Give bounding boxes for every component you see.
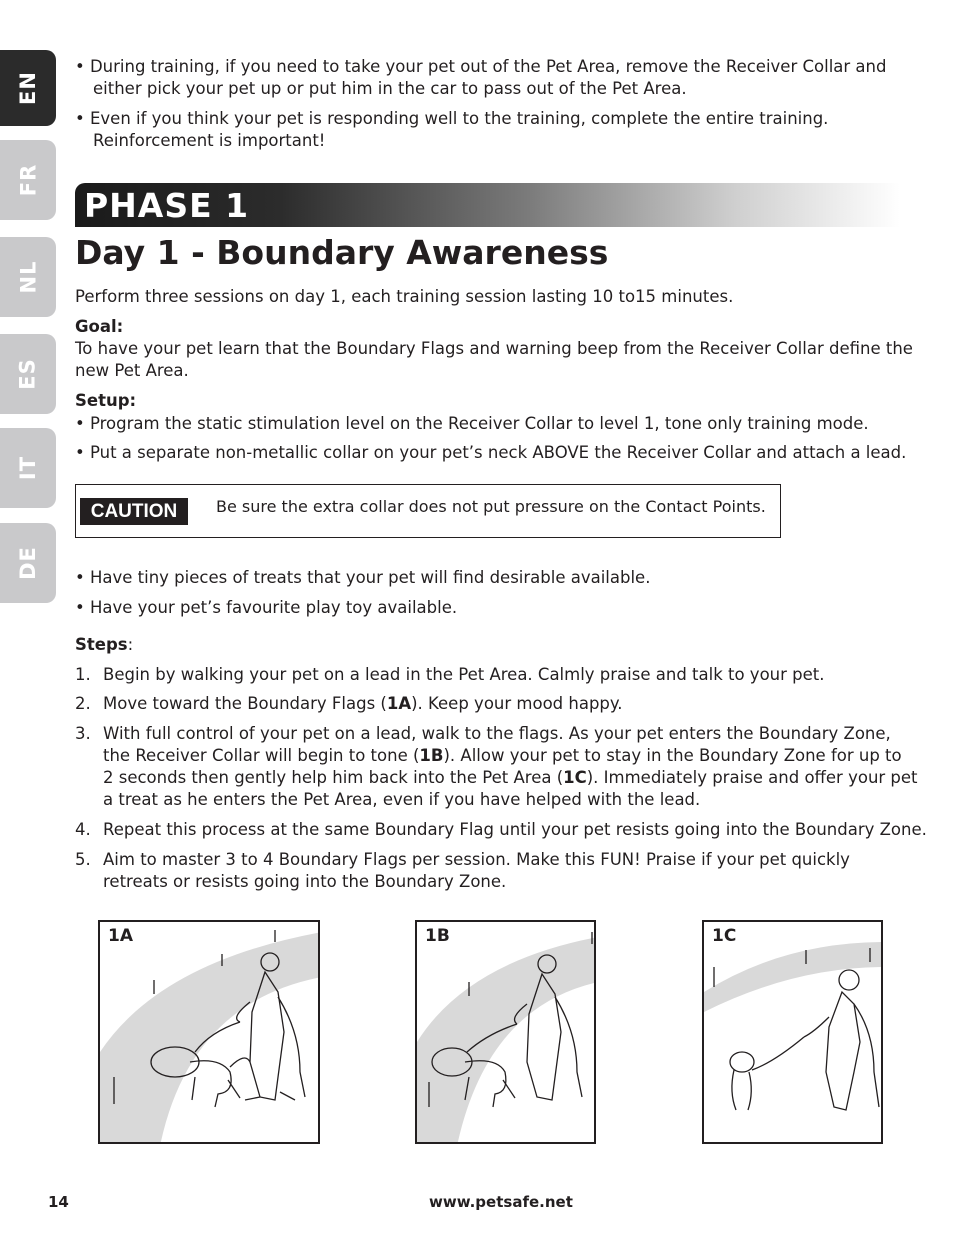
setup-bullet-2: • Put a separate non-metallic collar on your pet’s neck ABOVE the Receiver Collar and attach a lead. bbox=[75, 443, 907, 462]
step-2-text-post: ). Keep your mood happy. bbox=[411, 694, 623, 713]
phase-title: PHASE 1 bbox=[84, 186, 250, 225]
tab-nl[interactable] bbox=[0, 237, 56, 317]
caution-text: Be sure the extra collar does not put pressure on the Contact Points. bbox=[216, 497, 766, 516]
tab-de-label: DE bbox=[16, 546, 40, 580]
step-4 bbox=[75, 819, 927, 841]
tab-es-label: ES bbox=[15, 358, 40, 390]
figure-1a-illustration bbox=[100, 922, 320, 1144]
step-4-text: Repeat this process at the same Boundary Flag until your pet resists going into the Boundary Zone. bbox=[103, 820, 927, 839]
step-3 bbox=[75, 723, 918, 811]
footer-url[interactable]: www.petsafe.net bbox=[429, 1193, 573, 1211]
intro-text: Perform three sessions on day 1, each training session lasting 10 to15 minutes. bbox=[75, 287, 734, 306]
figure-1a bbox=[98, 920, 320, 1144]
figure-1a-label: 1A bbox=[108, 926, 133, 946]
step-2-figure-ref: 1A bbox=[386, 694, 412, 713]
figure-1b bbox=[415, 920, 596, 1144]
step-3-line-3-post: ). Immediately praise and offer your pet bbox=[586, 768, 918, 787]
steps-heading: Steps: bbox=[75, 635, 134, 654]
intro-bullet-1-line-2: either pick your pet up or put him in the car to pass out of the Pet Area. bbox=[93, 79, 687, 98]
setup-heading: Setup: bbox=[75, 391, 137, 410]
tab-nl-label: NL bbox=[16, 260, 40, 294]
step-1-number: 1. bbox=[75, 665, 91, 684]
goal-text bbox=[75, 338, 913, 382]
step-4-number: 4. bbox=[75, 820, 91, 839]
page-number: 14 bbox=[48, 1193, 69, 1211]
tab-fr-label: FR bbox=[15, 163, 40, 197]
figure-1b-illustration bbox=[417, 922, 596, 1144]
goal-text-line-2: new Pet Area. bbox=[75, 361, 189, 380]
intro-bullet-2 bbox=[75, 108, 828, 152]
step-2-number: 2. bbox=[75, 694, 91, 713]
page-title: Day 1 - Boundary Awareness bbox=[75, 233, 609, 272]
step-5-line-2: retreats or resists going into the Boundary Zone. bbox=[103, 872, 507, 891]
step-3-line-1: With full control of your pet on a lead, walk to the flags. As your pet enters the Boundary Zone, bbox=[103, 724, 891, 743]
figure-1b-label: 1B bbox=[425, 926, 450, 946]
step-1 bbox=[75, 664, 825, 686]
tab-it-label: IT bbox=[15, 455, 40, 481]
goal-text-line-1: To have your pet learn that the Boundary Flags and warning beep from the Receiver Collar define the bbox=[75, 339, 913, 358]
step-2-text-pre: Move toward the Boundary Flags ( bbox=[103, 694, 387, 713]
intro-bullet-2-line-2: Reinforcement is important! bbox=[93, 131, 326, 150]
step-3-figure-ref-1b: 1B bbox=[419, 746, 444, 765]
figure-1c-illustration bbox=[704, 922, 883, 1144]
tab-de[interactable] bbox=[0, 523, 56, 603]
setup-bullet-1: • Program the static stimulation level on the Receiver Collar to level 1, tone only training mode. bbox=[75, 414, 869, 433]
extra-bullet-1: • Have tiny pieces of treats that your pet will find desirable available. bbox=[75, 568, 651, 587]
caution-badge: CAUTION bbox=[80, 498, 188, 525]
step-3-line-4: a treat as he enters the Pet Area, even if you have helped with the lead. bbox=[103, 790, 701, 809]
intro-bullet-1 bbox=[75, 56, 886, 100]
tab-es[interactable] bbox=[0, 334, 56, 414]
tab-fr[interactable] bbox=[0, 140, 56, 220]
intro-bullet-2-line-1: • Even if you think your pet is responding well to the training, complete the entire training. bbox=[75, 109, 829, 128]
step-3-line-2-post: ). Allow your pet to stay in the Boundary Zone for up to bbox=[443, 746, 902, 765]
step-3-line-3-pre: 2 seconds then gently help him back into the Pet Area ( bbox=[103, 768, 564, 787]
step-1-text: Begin by walking your pet on a lead in the Pet Area. Calmly praise and talk to your pet. bbox=[103, 665, 825, 684]
intro-bullet-1-line-1: • During training, if you need to take your pet out of the Pet Area, remove the Receiver Collar and bbox=[75, 57, 887, 76]
step-3-number: 3. bbox=[75, 724, 91, 743]
tab-en-label: EN bbox=[15, 71, 40, 105]
extra-bullet-2: • Have your pet’s favourite play toy available. bbox=[75, 598, 458, 617]
figure-1c bbox=[702, 920, 883, 1144]
step-5 bbox=[75, 849, 850, 893]
tab-en[interactable] bbox=[0, 50, 56, 126]
goal-heading: Goal: bbox=[75, 317, 124, 336]
step-5-number: 5. bbox=[75, 850, 91, 869]
step-5-line-1: Aim to master 3 to 4 Boundary Flags per session. Make this FUN! Praise if your pet quickly bbox=[103, 850, 850, 869]
step-3-line-2-pre: the Receiver Collar will begin to tone ( bbox=[103, 746, 420, 765]
figure-1c-label: 1C bbox=[712, 926, 737, 946]
steps-heading-label: Steps bbox=[75, 635, 128, 654]
step-2 bbox=[75, 693, 623, 715]
tab-it[interactable] bbox=[0, 428, 56, 508]
step-3-figure-ref-1c: 1C bbox=[563, 768, 587, 787]
